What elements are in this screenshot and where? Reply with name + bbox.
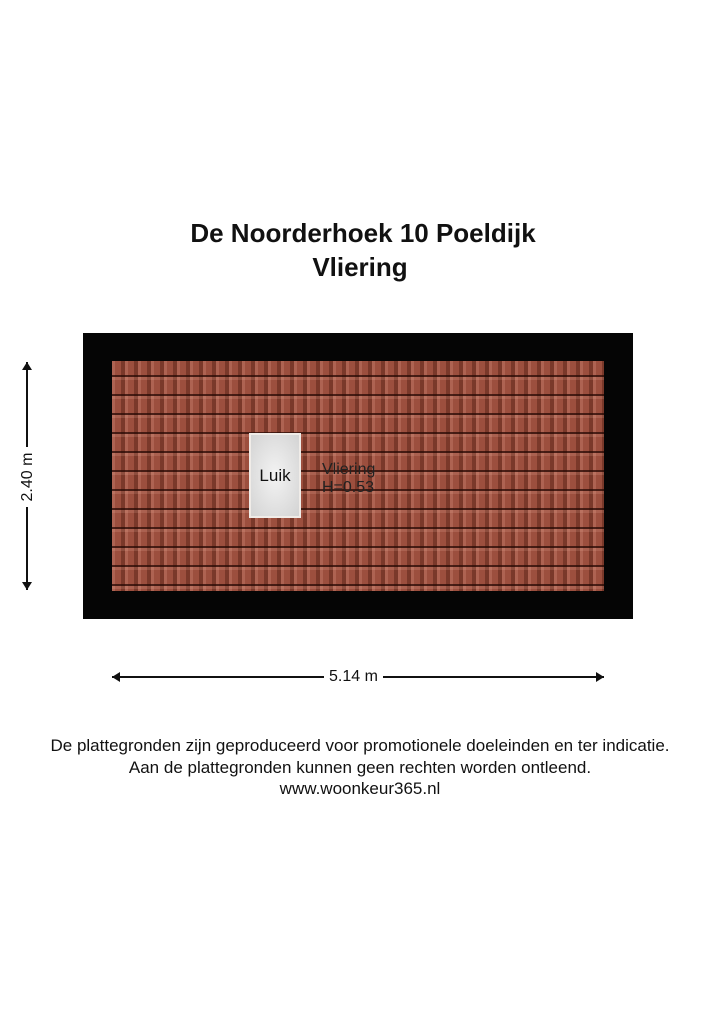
room-label (322, 461, 375, 497)
floor-title: Vliering (312, 252, 408, 282)
hatch-label: Luik (259, 465, 291, 485)
height-dimension-label: 2.40 m (19, 447, 37, 507)
disclaimer-line-2: Aan de plattegronden kunnen geen rechten worden ontleend. (128, 758, 592, 777)
website-link[interactable]: www.woonkeur365.nl (279, 779, 441, 798)
width-dimension-label: 5.14 m (324, 668, 383, 686)
disclaimer-line-1: De plattegronden zijn geproduceerd voor promotionele doeleinden en ter indicatie. (50, 736, 670, 755)
room-height: H=0.53 (322, 479, 375, 496)
address-title: De Noorderhoek 10 Poeldijk (190, 218, 536, 248)
room-name: Vliering (322, 461, 376, 478)
attic-hatch (249, 433, 301, 518)
